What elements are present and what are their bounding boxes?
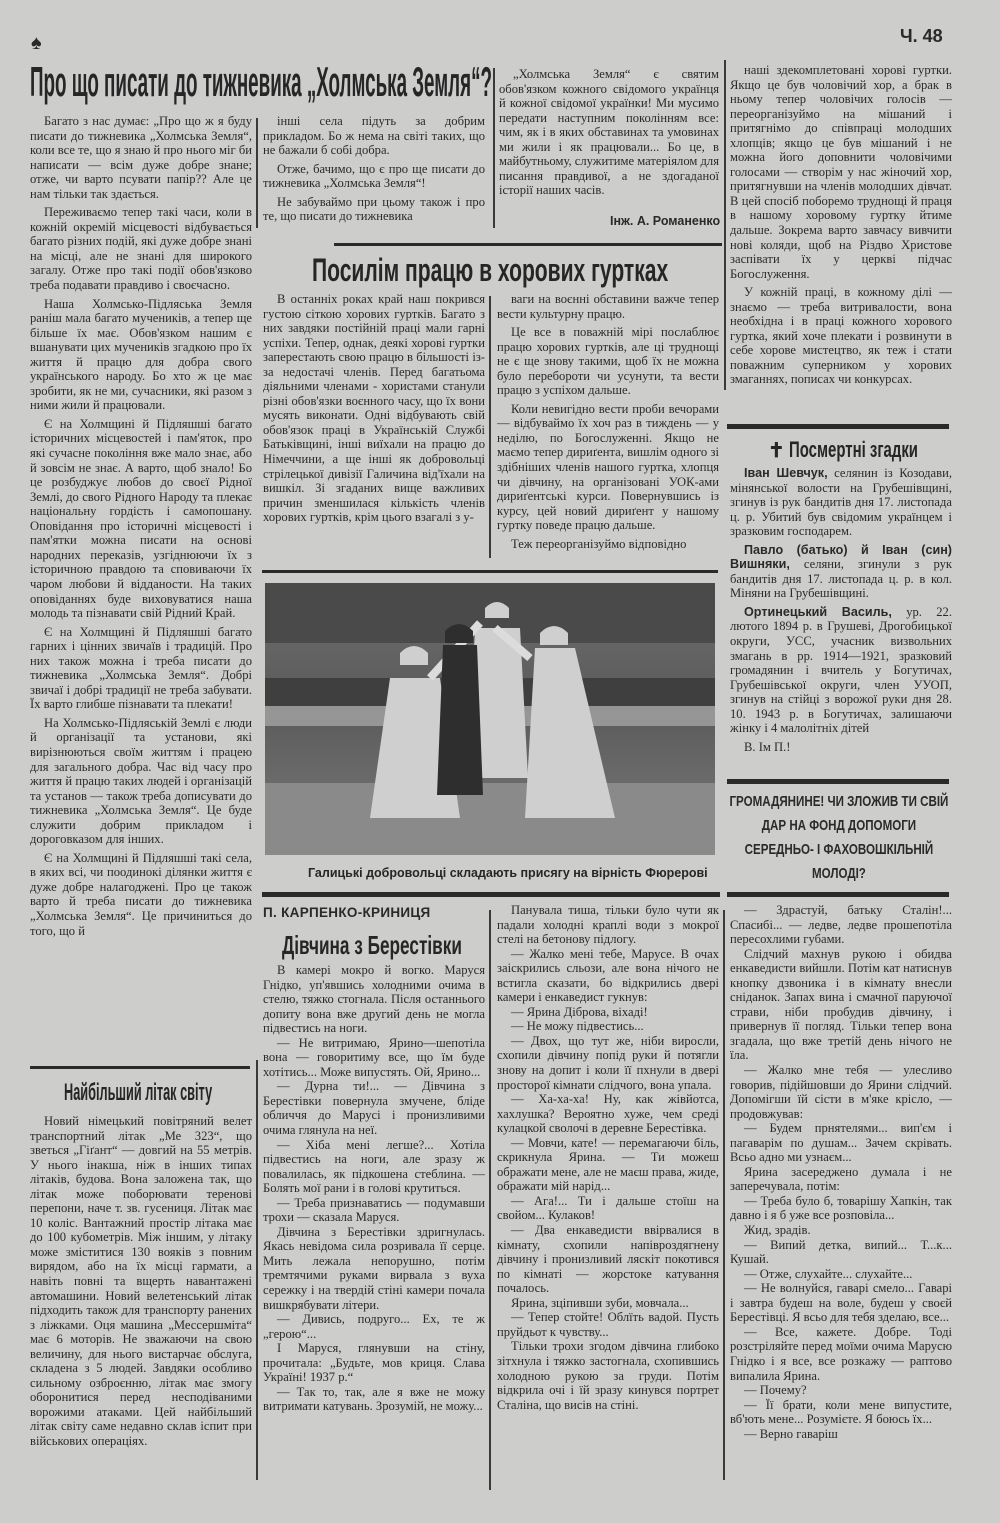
paragraph: На Холмсько-Підляській Землі є люди й організації та установи, які вирізнюються своїм життям і працею для загального добра. Час від часу про життя й працю таких людей і організацій та установ — також треба дописувати до тижневика „Холмська Земля“. Це буде служити добрим прикладом і дороговказом для інших. — [30, 715, 252, 847]
paragraph: Наша Холмсько-Підляська Земля раніш мала багато мучеників, а тепер ще більше їх має. Обов'язком нашим є вшанувати цих мучеників згадкою про їх життя й працю для добра свого українського народу. Бо хто ж це має зробити, як не ми, сучасники, які разом з ними жили й працювали. — [30, 296, 252, 413]
obituary-name: Ортинецький Василь, — [744, 604, 892, 619]
paragraph: Є на Холмщині й Підляшші такі села, в яких всі, чи поодинокі ділянки життя є дуже добре налагоджені. Про це також варто й треба писати до тижневика „Холмська Земля“. Це причиниться до того, що й — [30, 850, 252, 938]
section-divider — [727, 424, 949, 429]
article-headline — [312, 252, 668, 290]
paragraph: — Жалко мені тебе, Марусе. В очах заіскрились сльози, але вона нічого не встигла сказати, бо відкрились двері камери і енкаведист гукнув: — [497, 946, 719, 1005]
article-headline — [64, 1079, 212, 1109]
obituary-closing: В. Ім П.! — [744, 739, 791, 754]
article2-column-2 — [497, 292, 719, 562]
section-divider — [262, 570, 718, 573]
paragraph: — Випий детка, випий... Т...к... Кушай. — [730, 1237, 952, 1267]
paragraph: — Не витримаю, Ярино—шепотіла вона — говоритиму все, що їм буде хотітись... Може випустять. Ой, Ярино... — [263, 1035, 485, 1079]
paragraph: Переживаємо тепер такі часи, коли в кожній окремій місцевості відбувається багато різних подій, які дуже добре знані на місці, але не знані для широкого загалу. Отже про такі події обов'язково треба подавати правдиво і своєчасно. — [30, 205, 252, 293]
paragraph: — Так то, так, але я вже не можу витримати катувань. Зрозумій, не можу... — [263, 1384, 485, 1414]
story-column-2 — [497, 903, 719, 1483]
paragraph: — Все, кажете. Добре. Тоді розстріляйте перед моїми очима Марусю Гнідко і я все, все розкажу — раптово випалила Ярина. — [730, 1324, 952, 1383]
paragraph: Тільки трохи згодом дівчина глибоко зітхнула і тяжко застогнала, схопившись холодною рукою за груди. Потім відкрила очі і їй зразу кинувся портрет Сталіна, що висів на стіні. — [497, 1339, 719, 1412]
photo-soldiers-oath-image — [265, 583, 715, 855]
section-divider — [30, 1066, 250, 1069]
paragraph: Є на Холмщині й Підляшші багато історичних місцевостей і пам'яток, про які сучасне покоління вже мало знає, або й зовсім не знає. А варто, щоб знало! Бо це розбуджує любов до своєї Рідної Землі, до свого Рідного Народу та плекає національну гордість і самопошану. Оповідання про історичні місцевості і пам'ятки можна писати на основі народних переказів, узгіднюючи їх з історичною правдою та сповиваючи їх чаром любови й відданости. На таких оповіданнях буде виховуватися наша молодь та пізнавати свій Рідний Край. — [30, 416, 252, 621]
paragraph: — Мовчи, кате! — перемагаючи біль, скрикнула Ярина. — Ти можеш ображати мене, але не маєш права, жиде, ображати мій нарід... — [497, 1135, 719, 1194]
story-author: П. КАРПЕНКО-КРИНИЦЯ — [263, 905, 431, 920]
paragraph: наші здекомплетовані хорові гуртки. Якщо це був чоловічий хор, а брак в ньому тепер чоловічих голосів — переорганізуймо на мішаний і притягнімо до співпраці молодших хлопців; якщо це був мішаний і не можна його доповнити чоловічими голосами — створім у нас жіночий хор, притягнувши на членів молодших дівчат. В цей спосіб поборемо труднощі й праця в нашому хоровому гуртку йтиме дальше. Зокрема варто завчасу вивчити нові коляди, щоб на Різдво Христове заспівати їх у церкві підчас Богослуження. — [730, 63, 952, 281]
article-headline — [30, 58, 492, 105]
paragraph: — Тепер стойте! Облїть вадой. Пусть пруйдьот к чувству... — [497, 1310, 719, 1339]
column-divider — [723, 910, 725, 1480]
article1-column-2 — [263, 114, 485, 234]
paragraph: В останніх роках край наш покрився густою сіткою хорових гуртків. Багато з них завдяки постійній праці мали гарні успіхи. Тепер, однак, деякі хорові гуртки заперестають свою працю в більшості із-за недостачі членів. Перед багатьома діяльними членами - хористами станули різні обов'язки воєнного часу, що їх вони мусять виконати. Одні відбувають свій обов'язок праці в Українській Службі Батьківщині, інші виїхали на працю до Німеччини, а ще інші як добровольці стрілецької дивізії Галичина від'їхали на вишкіл. Зі згаданих вище важливих причин зменшилася кількість членів хорових гуртків, крім цього взагалі з у- — [263, 292, 485, 525]
article2-column-1 — [263, 292, 485, 562]
obituaries-list — [730, 466, 952, 774]
paragraph: Теж переорганізуймо відповідно — [511, 536, 687, 551]
paragraph: — Два енкаведисти ввірвалися в кімнату, схопили напівроздягнену дівчину і пронизливий ляскіт покотився по кімнаті — жорстоке катування почалось. — [497, 1223, 719, 1296]
article3-body — [30, 1114, 252, 1494]
section-divider — [334, 243, 722, 246]
paragraph: — Верно гаваріш — [744, 1426, 838, 1441]
paragraph: — Дивись, подруго... Ех, те ж „герою“... — [263, 1312, 485, 1341]
paragraph: — Будем прнятелями... вип'єм і пагаварім по душам... Зачем скрівать. Всьо адно ми узнаєм... — [730, 1121, 952, 1165]
story-column-3 — [730, 903, 952, 1483]
paragraph: — Дурна ти!... — Дівчина з Берестівки повернула змучене, бліде обличчя до Марусі і пронизливими очима глянула на неї. — [263, 1079, 485, 1138]
section-divider — [727, 779, 949, 784]
column-divider — [256, 118, 258, 228]
paragraph: — Хіба мені легше?... Хотіла підвестись на ноги, але зразу ж повалилась, як підкошена стеблина. — Болять мої рани і в голові крутиться. — [263, 1137, 485, 1196]
article1-column-1 — [30, 114, 252, 1059]
donation-appeal: ГРОМАДЯНИНЕ! ЧИ ЗЛОЖИВ ТИ СВІЙ ДАР НА ФОНД ДОПОМОГИ СЕРЕДНЬО- І ФАХОВОШКІЛЬНІЙ МОЛОДІ? — [729, 793, 949, 882]
paragraph: — Треба признаватись — подумавши трохи — сказала Маруся. — [263, 1195, 485, 1225]
paragraph: Отже, бачимо, що є про ще писати до тижневика „Холмська Земля“! — [263, 161, 485, 191]
paragraph: — Жалко мне тебя — улесливо говорив, підійшовши до Ярини слідчий. Допомігши їй сісти в м'яке крісло, — продовжував: — [730, 1063, 952, 1121]
cross-icon: ✝ — [768, 440, 785, 462]
paragraph: — Здрастуй, батьку Сталін!... Спасибі... — ледве, ледве прошепотіла пересохлими губами. — [730, 903, 952, 947]
paragraph: Не забуваймо при цьому також і про те, що писати до тижневика — [263, 194, 485, 224]
paragraph: — Не можу підвестись... — [511, 1019, 644, 1034]
paragraph: — Ага!... Ти і дальше стоїш на свойом... Кулаков! — [497, 1193, 719, 1223]
news-photo — [265, 583, 715, 855]
paragraph: В камері мокро й вогко. Маруся Гнідко, уп'явшись холодними очима в стелю, тяжко стогнала. Після останнього допиту вона вже другий день не могла підвестись на ноги. — [263, 963, 485, 1036]
paragraph: — Треба було б, товарішу Хапкін, так давно і я б уже все розповіла... — [730, 1193, 952, 1223]
paragraph: Жид, зрадів. — [744, 1223, 811, 1238]
paragraph: Новий німецький повітряний велет транспортний літак „Ме 323“, що зветься „Гіґант“ — довгий на 55 метрів. У нього інакша, ніж в інших типах літаків, будова. Вона заложена так, що літак може поборювати теренові перепони, наче т. зв. гусениця. Літак має 10 коліс. Вантажний простір літака має до 100 кубометрів. Між іншим, у літаку може зміститися 130 вояків з повним вирядом, або на їх місці гармати, а навіть повні та вщерть навантажені автомашини. Новий велетенський літак підходить також для транспорту ранених з ліжками. Оця машина „Мессершміта“ має 6 моторів. Не зважаючи на свою величину, для нього вистарчає обслуга, складена з 5 людей. Завдяки особливо сильному озброєнню, літак має змогу оборонитися перед несподіваними ворожими атаками. Цей найбільший літак світу саме недавно склав іспит при військових операціях. — [30, 1114, 252, 1449]
paragraph: Це все в поважній мірі послаблює працю хорових гуртків, але ці труднощі не є ще знову такими, щоб їх не можна було перебороти чи усунути, та вести працю з успіхом дальше. — [497, 325, 719, 398]
obituary-entry — [730, 466, 952, 539]
paragraph: інші села підуть за добрим прикладом. Бо ж нема на світі таких, що не бажали б собі добра. — [263, 114, 485, 158]
headline-text: Дівчина з Берестівки — [282, 930, 462, 960]
column-divider — [493, 68, 495, 228]
paragraph: ваги на воєнні обставини важче тепер вести культурну працю. — [497, 292, 719, 321]
paragraph: — Двох, що тут же, ніби виросли, схопили дівчину попід руки й потягли знову на допит і коли її пхнули в двері просторої кімнати слідчого, вона упала. — [497, 1033, 719, 1092]
article-signature: Інж. А. Романенко — [610, 214, 721, 228]
paragraph: — Почему? — [744, 1383, 807, 1398]
paragraph: Слідчий махнув рукою і обидва енкаведисти вийшли. Потім кат натиснув кнопку дзвоника і в кімнату внесли сніданок. Запах вина і смачної паруючої страви, ніби пробудив дівчину, і привернув її погляд. Тільки тепер вона згадала, що вже третій день нічого не їла. — [730, 946, 952, 1063]
section-divider — [262, 892, 720, 897]
obituary-name: Павло (батько) й Іван (син) Вишняки, — [730, 542, 952, 572]
obituary-entry — [730, 543, 952, 601]
obituary-name: Іван Шевчук, — [744, 466, 828, 480]
headline-text: Найбільший літак світу — [64, 1079, 213, 1106]
page-number: Ч. 48 — [900, 26, 943, 46]
paragraph: „Холмська Земля“ є святим обов'язком кожного свідомого українця й кожної свідомої українки! Ми мусимо передати наступним поколінням все: чим, як і в яких обставинах та умовинах ми жили і як працювали... Бо це, в майбутньому, служитиме матеріялом для писання правдивої, а не здогаданої історії наших часів. — [499, 67, 719, 198]
paragraph: — Ха-ха-ха! Ну, как жівйотса, хахлушка? Вероятно хуже, чем среді кулацкой сволочі в деревне Берестівка. — [497, 1092, 719, 1136]
paragraph: Ярина, зціпивши зуби, мовчала... — [511, 1295, 689, 1310]
obituary-entry — [730, 605, 952, 736]
donation-appeal-box — [727, 790, 951, 890]
obituary-text: ур. 22. лютого 1894 р. в Грушеві, Дрогобицької округи, УСС, учасник визвольних змагань в рр. 1914—1921, зразковий громадянин і вчитель у Богутичах, Грубешівської округи, член УУОП, згинув на стійці з ворожої руки дня 28. 10. 1943 р. в Богутичах, залишаючи жінку і 4 малолітніх дітей — [730, 604, 952, 736]
paragraph: — Ярина Діброва, віхаді! — [511, 1004, 648, 1019]
obituaries-heading — [768, 437, 918, 463]
article1-column-3 — [499, 67, 719, 212]
column-divider — [489, 910, 491, 1490]
column-divider — [489, 296, 491, 558]
paragraph: Є на Холмщині й Підляшші багато гарних і цінних звичаїв і традицій. Про них також можна і треба писати до тижневика „Холмська Земля“. Добрі звичаї і добрі традиції не треба забувати. Їх варто глибше пізнавати та плекати! — [30, 624, 252, 712]
paragraph: Багато з нас думає: „Про що ж я буду писати до тижневика „Холмська Земля“, коли все те, що я знаю й про нього міг би написати — всім дуже добре знане; отже, чи варто псувати папір?? Але це нам тільки так здається. — [30, 114, 252, 201]
column-divider — [724, 60, 726, 390]
section-divider — [727, 892, 949, 897]
paragraph: — Її брати, коли мене випустите, вб'ють мене... Розумієте. Я боюсь їх... — [730, 1397, 952, 1427]
paragraph: — Не волнуйся, гаварі смело... Гаварі і завтра будеш на воле, будеш у своєй Берестівці. Я всьо для тебя зделаю, все... — [730, 1281, 952, 1325]
obituaries-title: Посмертні згадки — [789, 437, 919, 462]
obituary-text: селянин із Козодави, мінянської волости на Грубешівщині, згинув із рук бандитів дня 17. листопада ц. р. Убитий був свідомим українцем і зразковим господарем. — [730, 466, 952, 539]
obituary-text: селяни, згинули з рук бандитів дня 17. листопада ц. р. в кол. Міняни на Грубешівщині. — [730, 557, 952, 601]
spade-ornament-icon: ♠ — [31, 32, 42, 54]
paragraph: Панувала тиша, тільки було чути як падали холодні краплі води з мокрої стелі на бетонову підлогу. — [497, 903, 719, 947]
photo-caption-box — [308, 864, 708, 882]
paragraph: І Маруся, глянувши на стіну, прочитала: „Будьте, мов криця. Слава Україні! 1937 р.“ — [263, 1341, 485, 1385]
headline-text: Про що писати до тижневика „Холмська Земля“? — [30, 58, 492, 105]
paragraph: — Отже, слухайте... слухайте... — [744, 1266, 913, 1281]
story-title — [282, 930, 462, 960]
story-column-1 — [263, 963, 485, 1493]
article2-column-3 — [730, 63, 952, 401]
headline-text: Посилім працю в хорових гуртках — [312, 252, 669, 288]
paragraph: Дівчина з Берестівки здригнулась. Якась невідома сила розривала її серце. Мить лежала непорушно, потім тремтячими руками вирвала з вуха сережку і на твердій стіні камери почала вишкрябувати літери. — [263, 1224, 485, 1312]
paragraph: Коли невигідно вести проби вечорами — відбуваймо їх хоч раз в тиждень — у неділю, по Богослуженні. Якщо не маємо тепер дириґента, вишлім одного зі здібніших членів нашого гуртка, хлопця чи дівчину, на організовані УОК-ами дириґентські курси. Повернувшись із курсу, цей новий дириґент у нашому гуртку поведе працю дальше. — [497, 401, 719, 533]
column-divider — [256, 1060, 258, 1480]
photo-caption: Галицькі добровольці складають присягу на вірність Фюрерові — [308, 866, 708, 880]
paragraph: Ярина засереджено думала і не заперечувала, потім: — [730, 1164, 952, 1194]
paragraph: У кожній праці, в кожному ділі — знаємо — треба витривалости, вона необхідна і в праці кожного хорового гуртка, який хоче плекати і розвинути в себе хорове мистецтво, як теж і стати поважним суперником у хорових змаганнях, пописах чи конкурсах. — [730, 285, 952, 387]
